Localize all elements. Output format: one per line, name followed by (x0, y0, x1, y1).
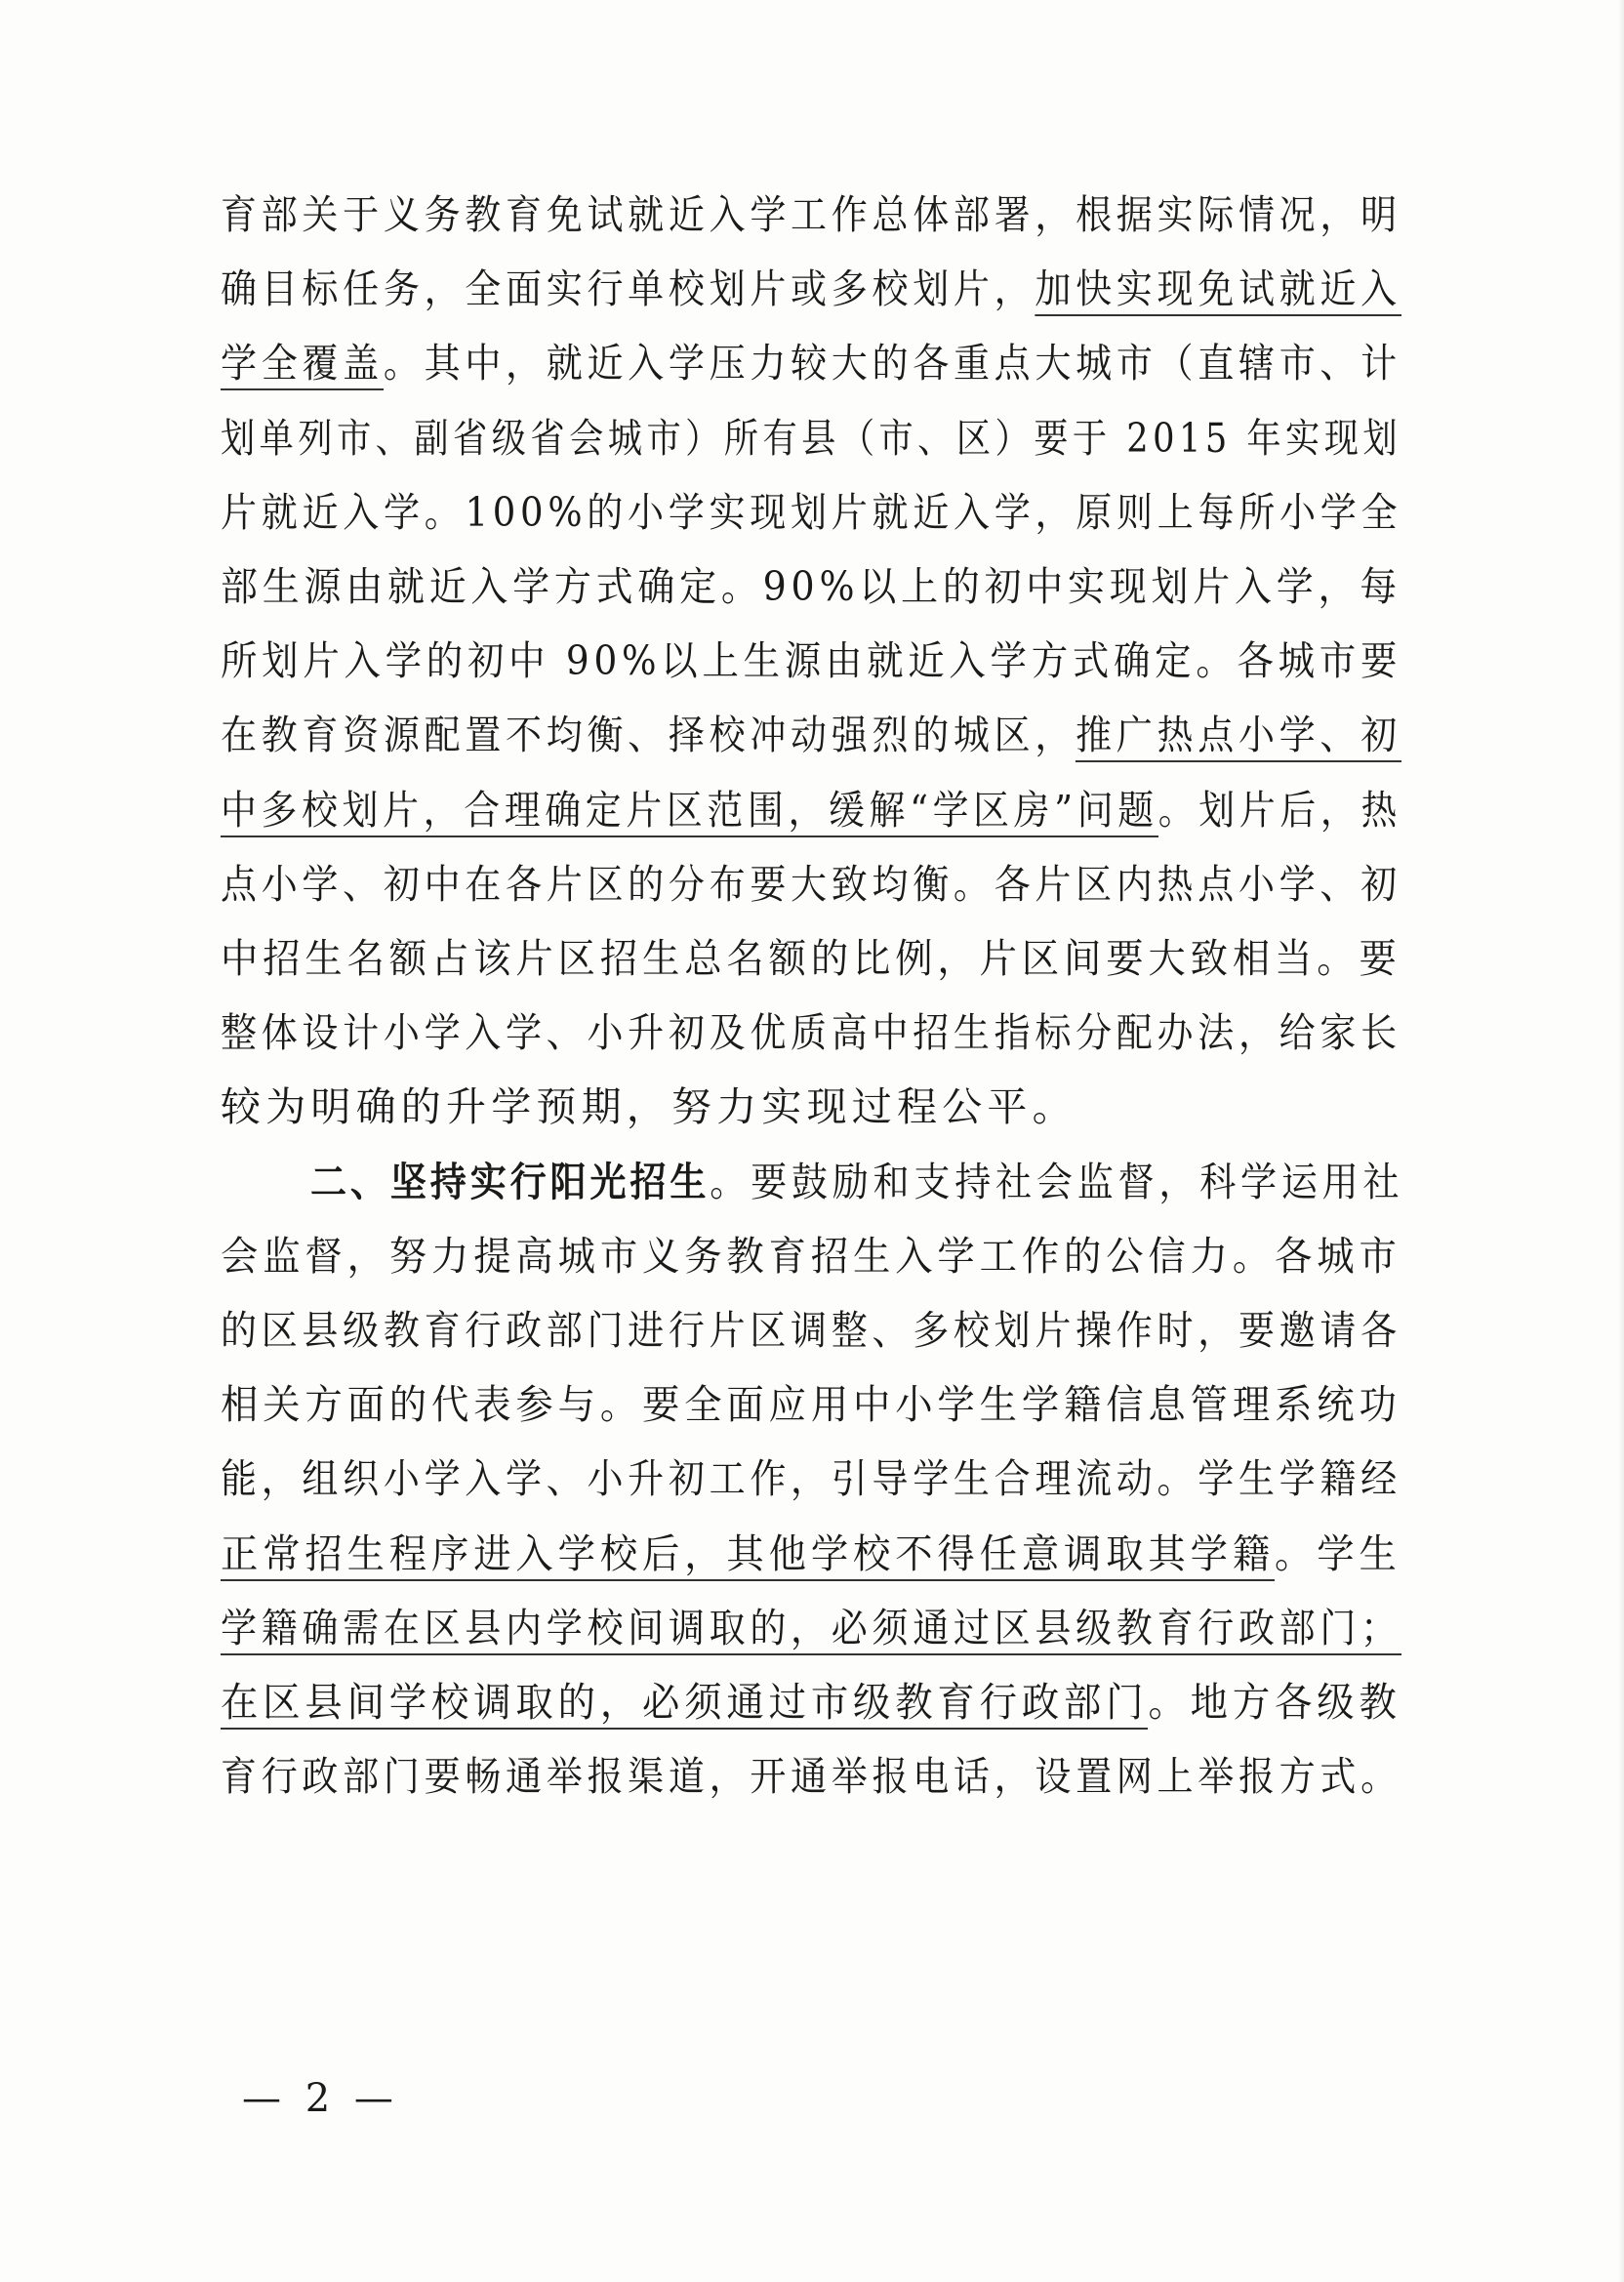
text-line (221, 552, 1401, 621)
underlined-text: 学全覆盖 (221, 340, 384, 390)
text-line (221, 404, 1402, 472)
text-segment: 划单列市、副省级省会城市）所有县（市、区）要于 2015 年实现划 (221, 414, 1402, 462)
text-segment: 。要鼓励和支持社会监督，科学运用社 (710, 1158, 1404, 1205)
underlined-text: 中多校划片，合理确定片区范围，缓解“学区房”问题 (221, 787, 1158, 837)
text-segment: 所划片入学的初中 90%以上生源由就近入学方式确定。各城市要 (221, 637, 1402, 685)
text-segment: 的区县级教育行政部门进行片区调整、多校划片操作时，要邀请各 (221, 1307, 1401, 1354)
text-line (221, 701, 1401, 769)
text-segment: 。地方各级教 (1148, 1679, 1401, 1726)
underlined-text: 加快实现免试就近入 (1035, 265, 1401, 316)
text-line (221, 1520, 1401, 1588)
text-segment: 点小学、初中在各片区的分布要大致均衡。各片区内热点小学、初 (221, 860, 1401, 908)
text-line (221, 478, 1402, 547)
text-segment: 确目标任务，全面实行单校划片或多校划片， (221, 265, 1035, 313)
text-segment: 在教育资源配置不均衡、择校冲动强烈的城区， (221, 712, 1076, 759)
text-line (221, 776, 1401, 844)
text-segment: 育行政部门要畅通举报渠道，开通举报电话，设置网上举报方式。 (221, 1753, 1401, 1801)
underlined-text: 在区县间学校调取的，必须通过市级教育行政部门 (221, 1679, 1148, 1730)
text-segment: 相关方面的代表参与。要全面应用中小学生学籍信息管理系统功 (221, 1381, 1401, 1429)
text-segment: 。划片后，热 (1157, 786, 1401, 834)
underlined-text: 正常招生程序进入学校后，其他学校不得任意调取其学籍 (221, 1530, 1275, 1581)
text-segment: 。学生 (1275, 1529, 1401, 1577)
underlined-text: 学籍确需在区县内学校间调取的，必须通过区县级教育行政部门； (221, 1605, 1401, 1655)
text-line (221, 1668, 1401, 1736)
text-segment: 部生源由就近入学方式确定。90%以上的初中实现划片入学，每 (221, 563, 1401, 610)
text-line (310, 1148, 1404, 1216)
scan-edge-shadow (1618, 0, 1624, 2282)
text-line (221, 329, 1401, 397)
text-line (221, 1222, 1401, 1290)
underlined-text: 推广热点小学、初 (1076, 712, 1401, 762)
text-line (221, 1073, 1401, 1141)
text-segment: 能，组织小学入学、小升初工作，引导学生合理流动。学生学籍经 (221, 1455, 1401, 1503)
text-line (221, 1296, 1401, 1365)
text-line (221, 627, 1402, 695)
text-line (221, 255, 1401, 323)
text-segment: 育部关于义务教育免试就近入学工作总体部署，根据实际情况，明 (221, 191, 1401, 238)
text-line (221, 1742, 1401, 1811)
text-line (221, 1445, 1401, 1513)
text-line (221, 1594, 1401, 1662)
text-segment: 整体设计小学入学、小升初及优质高中招生指标分配办法，给家长 (221, 1009, 1401, 1057)
section-heading: 二、坚持实行阳光招生 (310, 1158, 710, 1205)
text-segment: 会监督，努力提高城市义务教育招生入学工作的公信力。各城市 (221, 1232, 1401, 1280)
text-line (221, 998, 1401, 1067)
text-segment: 较为明确的升学预期，努力实现过程公平。 (221, 1083, 1077, 1131)
text-line (221, 181, 1401, 249)
text-line (221, 850, 1401, 918)
page-number: — 2 — (242, 2076, 399, 2121)
text-segment: 片就近入学。100%的小学实现划片就近入学，原则上每所小学全 (221, 488, 1402, 536)
text-segment: 中招生名额占该片区招生总名额的比例，片区间要大致相当。要 (221, 935, 1401, 982)
text-segment: 。其中，就近入学压力较大的各重点大城市（直辖市、计 (383, 340, 1401, 387)
text-line (221, 924, 1401, 993)
text-line (221, 1370, 1401, 1439)
